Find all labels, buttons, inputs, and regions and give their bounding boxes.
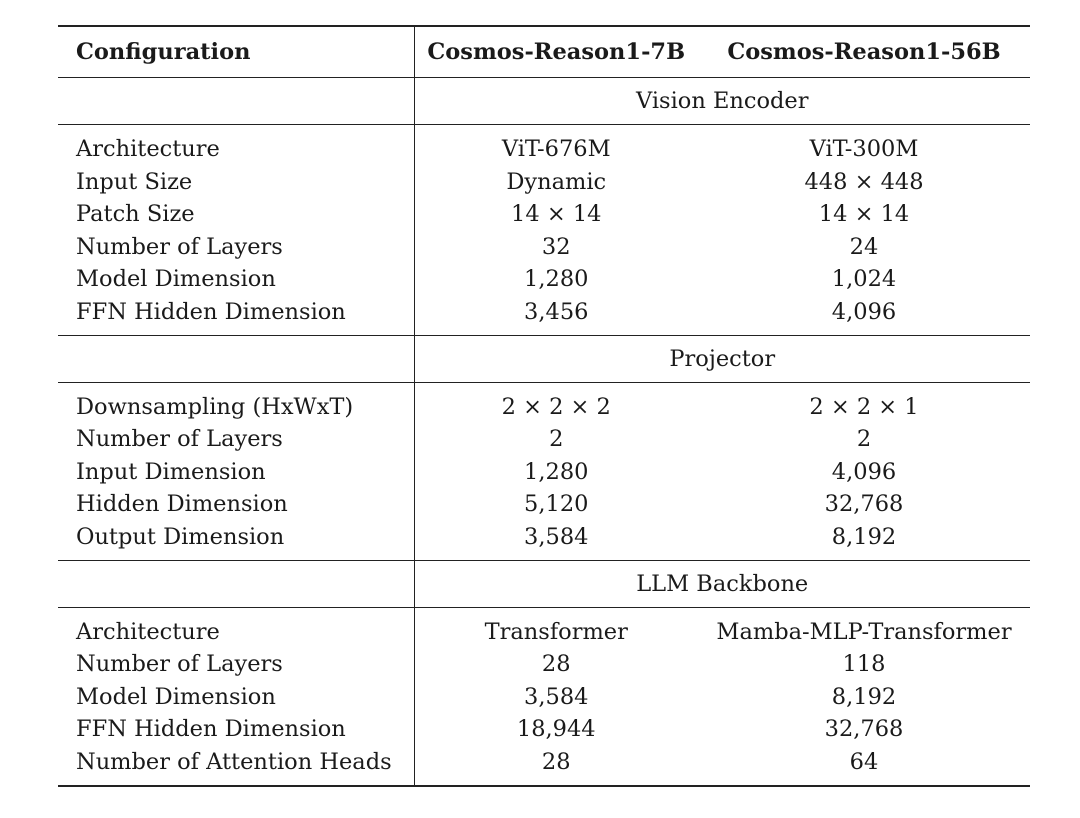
section-title: Projector [669, 345, 776, 372]
row-label: FFN Hidden Dimension [76, 716, 346, 743]
value-model-a: 1,280 [414, 456, 698, 489]
table-row [58, 521, 1030, 560]
row-label: FFN Hidden Dimension [76, 298, 346, 325]
section-spacer [58, 335, 414, 382]
value-model-a: 1,280 [414, 263, 698, 296]
value-model-b: 1,024 [831, 266, 897, 293]
row-label: Architecture [76, 136, 220, 162]
row-label: Patch Size [76, 201, 195, 228]
table-row [58, 198, 1030, 231]
table-row [58, 125, 1030, 166]
config-table-container [58, 25, 1030, 787]
value-model-b: ViT-300M [809, 136, 919, 162]
row-label: Architecture [76, 618, 220, 645]
value-model-b: 8,192 [831, 523, 897, 550]
table-row [58, 681, 1030, 714]
table-row [58, 166, 1030, 199]
section-spacer [58, 78, 414, 125]
value-model-b: Mamba-MLP-Transformer [716, 618, 1012, 645]
section-header-row [58, 335, 1030, 382]
section-header-row [58, 560, 1030, 607]
table-row [58, 263, 1030, 296]
table-row [58, 382, 1030, 423]
value-model-b: 2 [856, 426, 872, 453]
row-label: Hidden Dimension [76, 491, 288, 518]
value-model-b: 4,096 [831, 458, 897, 485]
value-model-b: 8,192 [831, 683, 897, 710]
section-title: LLM Backbone [636, 570, 809, 597]
value-model-a: 5,120 [414, 488, 698, 521]
table-row [58, 423, 1030, 456]
value-model-b: 2 × 2 × 1 [809, 393, 919, 420]
value-model-b: 14 × 14 [818, 201, 910, 228]
value-model-a: 2 [414, 423, 698, 456]
row-label: Downsampling (HxWxT) [76, 393, 354, 420]
header-row [58, 26, 1030, 78]
value-model-a: 18,944 [414, 713, 698, 746]
table-row [58, 456, 1030, 489]
table-row [58, 296, 1030, 335]
value-model-a: Transformer [414, 607, 698, 648]
row-label: Input Dimension [76, 458, 266, 485]
row-label: Input Size [76, 168, 193, 195]
table-row [58, 713, 1030, 746]
value-model-a: 32 [414, 231, 698, 264]
value-model-a: 2 × 2 × 2 [414, 382, 698, 423]
table-row [58, 607, 1030, 648]
row-label: Model Dimension [76, 266, 276, 293]
value-model-a: 28 [414, 746, 698, 786]
row-label: Number of Layers [76, 233, 283, 260]
config-table [58, 25, 1030, 787]
value-model-a: 3,584 [414, 681, 698, 714]
header-model-b: Cosmos-Reason1-56B [727, 39, 1001, 65]
header-model-a: Cosmos-Reason1-7B [414, 26, 698, 78]
section-header-row [58, 78, 1030, 125]
value-model-a: 28 [414, 648, 698, 681]
row-label: Number of Layers [76, 651, 283, 678]
value-model-b: 64 [849, 748, 879, 775]
header-configuration: Configuration [76, 39, 251, 65]
table-row [58, 746, 1030, 786]
row-label: Number of Layers [76, 426, 283, 453]
table-row [58, 488, 1030, 521]
section-spacer [58, 560, 414, 607]
value-model-b: 4,096 [831, 298, 897, 325]
value-model-b: 118 [842, 651, 886, 678]
value-model-b: 24 [849, 233, 879, 260]
row-label: Number of Attention Heads [76, 748, 392, 775]
value-model-b: 32,768 [824, 716, 904, 743]
value-model-a: 14 × 14 [414, 198, 698, 231]
row-label: Model Dimension [76, 683, 276, 710]
section-title: Vision Encoder [635, 88, 809, 114]
value-model-a: Dynamic [414, 166, 698, 199]
value-model-b: 32,768 [824, 491, 904, 518]
row-label: Output Dimension [76, 523, 285, 550]
table-row [58, 231, 1030, 264]
value-model-b: 448 × 448 [804, 168, 924, 195]
table-row [58, 648, 1030, 681]
value-model-a: 3,584 [414, 521, 698, 560]
value-model-a: 3,456 [414, 296, 698, 335]
value-model-a: ViT-676M [414, 125, 698, 166]
